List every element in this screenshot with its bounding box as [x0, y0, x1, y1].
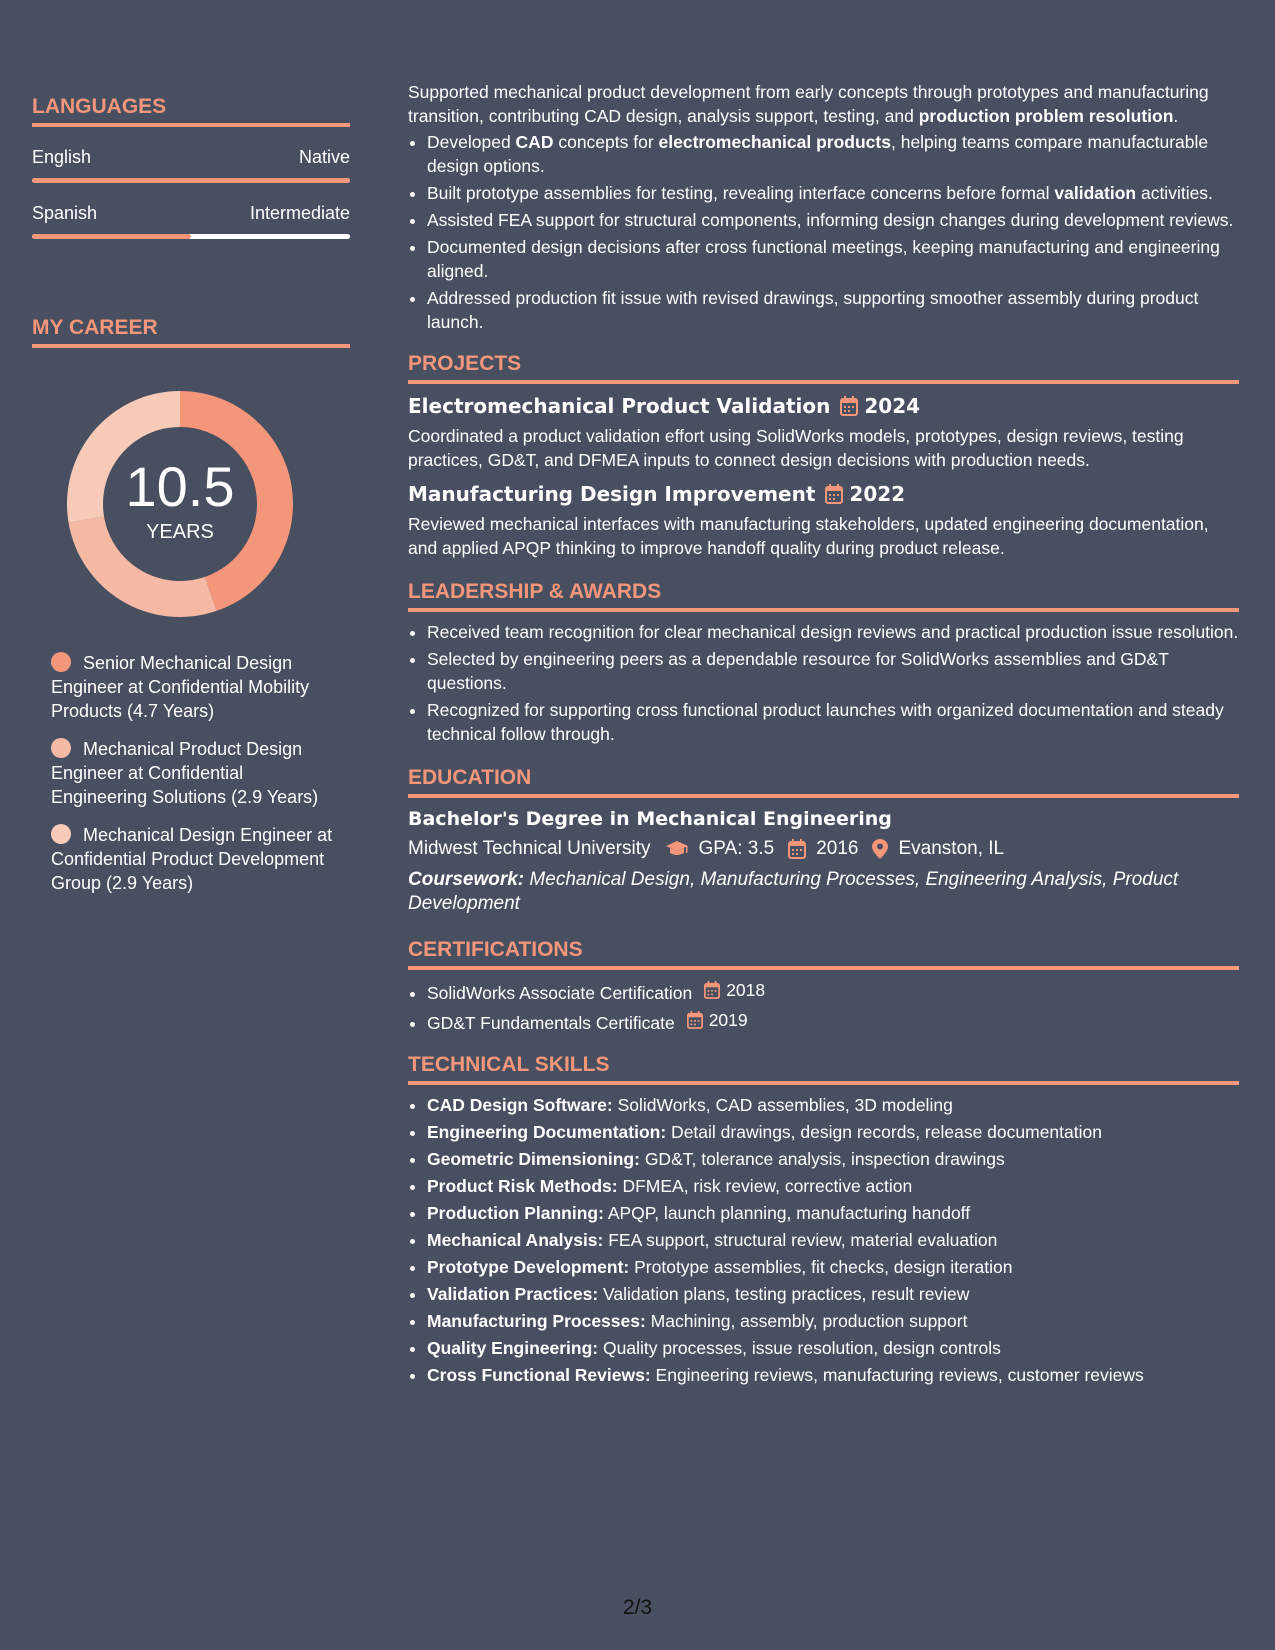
degree: Bachelor's Degree in Mechanical Engineering — [408, 808, 892, 830]
skill-item: • Validation Practices: Validation plans, testing practices, result review — [427, 1282, 1239, 1306]
career-role-text: Senior Mechanical Design Engineer at Confidential Mobility Products (4.7 Years) — [51, 653, 310, 721]
project-description: Reviewed mechanical interfaces with manufacturing stakeholders, updated engineering documentation, and applied APQP thinking to improve handoff quality during product release. — [408, 514, 1209, 558]
skill-item: • Cross Functional Reviews: Engineering reviews, manufacturing reviews, customer reviews — [427, 1363, 1239, 1387]
certifications-section — [408, 938, 1239, 1035]
experience-bullet: • Assisted FEA support for structural components, informing design changes during development reviews. — [427, 208, 1239, 232]
career-total-label: YEARS — [146, 520, 214, 543]
language-proficiency-fill — [32, 234, 191, 239]
location-pin-icon — [872, 839, 888, 859]
calendar-icon — [840, 396, 858, 416]
skills-list — [408, 1093, 1239, 1387]
location: Evanston, IL — [898, 838, 1005, 859]
calendar-icon — [788, 839, 806, 859]
skill-item: • Engineering Documentation: Detail drawings, design records, release documentation — [427, 1120, 1239, 1144]
skill-item: • Manufacturing Processes: Machining, assembly, production support — [427, 1309, 1239, 1333]
language-proficiency-bar — [32, 234, 350, 239]
project-name: Manufacturing Design Improvement — [408, 482, 816, 506]
certifications-heading: CERTIFICATIONS — [408, 938, 1239, 970]
project-year: 2022 — [849, 482, 906, 506]
coursework: Coursework: Mechanical Design, Manufacturing Processes, Engineering Analysis, Product Development — [408, 869, 1179, 914]
project-item — [408, 482, 1239, 560]
school-name: Midwest Technical University — [408, 838, 651, 859]
leadership-item: • Recognized for supporting cross functional product launches with organized documentation and steady technical follow through. — [427, 698, 1239, 746]
experience-bullet: • Built prototype assemblies for testing, revealing interface concerns before formal validation activities. — [427, 181, 1239, 205]
career-role-dot — [51, 738, 71, 758]
language-name: Spanish — [32, 203, 98, 223]
projects-heading: PROJECTS — [408, 352, 1239, 384]
experience-summary: Supported mechanical product development from early concepts through prototypes and manufacturing transition, contributing CAD design, analysis support, testing, and production problem resolution. — [408, 82, 1209, 126]
language-proficiency-fill — [32, 178, 350, 183]
leadership-item: • Received team recognition for clear mechanical design reviews and practical production issue resolution. — [427, 620, 1239, 644]
languages-heading: LANGUAGES — [32, 95, 350, 127]
experience-bullet: • Addressed production fit issue with revised drawings, supporting smoother assembly during product launch. — [427, 286, 1239, 334]
leadership-item: • Selected by engineering peers as a dependable resource for SolidWorks assemblies and GD&T questions. — [427, 647, 1239, 695]
certification-year: 2019 — [708, 1010, 748, 1030]
leadership-section — [408, 580, 1239, 746]
career-total-years: 10.5 — [125, 454, 235, 518]
certification-item — [427, 1008, 1239, 1035]
project-name: Electromechanical Product Validation — [408, 394, 831, 418]
skill-item: • Production Planning: APQP, launch planning, manufacturing handoff — [427, 1201, 1239, 1225]
calendar-icon — [704, 981, 720, 999]
career-donut-chart — [67, 391, 293, 617]
language-english — [32, 147, 350, 183]
career-role-dot — [51, 824, 71, 844]
gpa: GPA: 3.5 — [698, 838, 775, 859]
project-description: Coordinated a product validation effort using SolidWorks models, prototypes, design reviews, testing practices, GD&T, and DFMEA inputs to connect design decisions with production needs. — [408, 426, 1184, 470]
skill-item: • Geometric Dimensioning: GD&T, tolerance analysis, inspection drawings — [427, 1147, 1239, 1171]
skills-heading: TECHNICAL SKILLS — [408, 1053, 1239, 1085]
calendar-icon — [825, 484, 843, 504]
calendar-icon — [687, 1011, 703, 1029]
language-level: Intermediate — [249, 203, 350, 223]
project-year: 2024 — [864, 394, 921, 418]
skill-item: • CAD Design Software: SolidWorks, CAD assemblies, 3D modeling — [427, 1093, 1239, 1117]
language-spanish — [32, 203, 350, 239]
certification-year: 2018 — [726, 980, 766, 1000]
language-proficiency-bar — [32, 178, 350, 183]
page-number: 2/3 — [622, 1596, 653, 1619]
experience-bullets — [408, 130, 1239, 334]
experience-bullet: • Developed CAD concepts for electromechanical products, helping teams compare manufacturable design options. — [427, 130, 1239, 178]
career-heading: MY CAREER — [32, 316, 350, 348]
leadership-heading: LEADERSHIP & AWARDS — [408, 580, 1239, 612]
education-section — [408, 766, 1239, 916]
education-heading: EDUCATION — [408, 766, 1239, 798]
career-roles-list — [51, 651, 341, 895]
career-role — [51, 823, 341, 895]
graduation-year: 2016 — [816, 838, 859, 859]
skill-item: • Quality Engineering: Quality processes, issue resolution, design controls — [427, 1336, 1239, 1360]
language-name: English — [32, 147, 92, 167]
sidebar — [32, 95, 350, 909]
career-role — [51, 737, 341, 809]
skill-item: • Prototype Development: Prototype assemblies, fit checks, design iteration — [427, 1255, 1239, 1279]
project-item — [408, 394, 1239, 472]
certification-name: SolidWorks Associate Certification — [427, 983, 693, 1003]
career-role-dot — [51, 652, 71, 672]
career-role-text: Mechanical Product Design Engineer at Confidential Engineering Solutions (2.9 Years) — [51, 739, 319, 807]
career-role — [51, 651, 341, 723]
language-level: Native — [298, 147, 350, 167]
skill-item: • Mechanical Analysis: FEA support, structural review, material evaluation — [427, 1228, 1239, 1252]
skill-item: • Product Risk Methods: DFMEA, risk review, corrective action — [427, 1174, 1239, 1198]
main-column — [408, 80, 1239, 1390]
skills-section — [408, 1053, 1239, 1387]
career-role-text: Mechanical Design Engineer at Confidential Product Development Group (2.9 Years) — [51, 825, 333, 893]
projects-section — [408, 352, 1239, 560]
certification-item — [427, 978, 1239, 1005]
graduation-cap-icon — [665, 840, 689, 858]
certification-name: GD&T Fundamentals Certificate — [427, 1013, 675, 1033]
experience-bullet: • Documented design decisions after cross functional meetings, keeping manufacturing and engineering aligned. — [427, 235, 1239, 283]
